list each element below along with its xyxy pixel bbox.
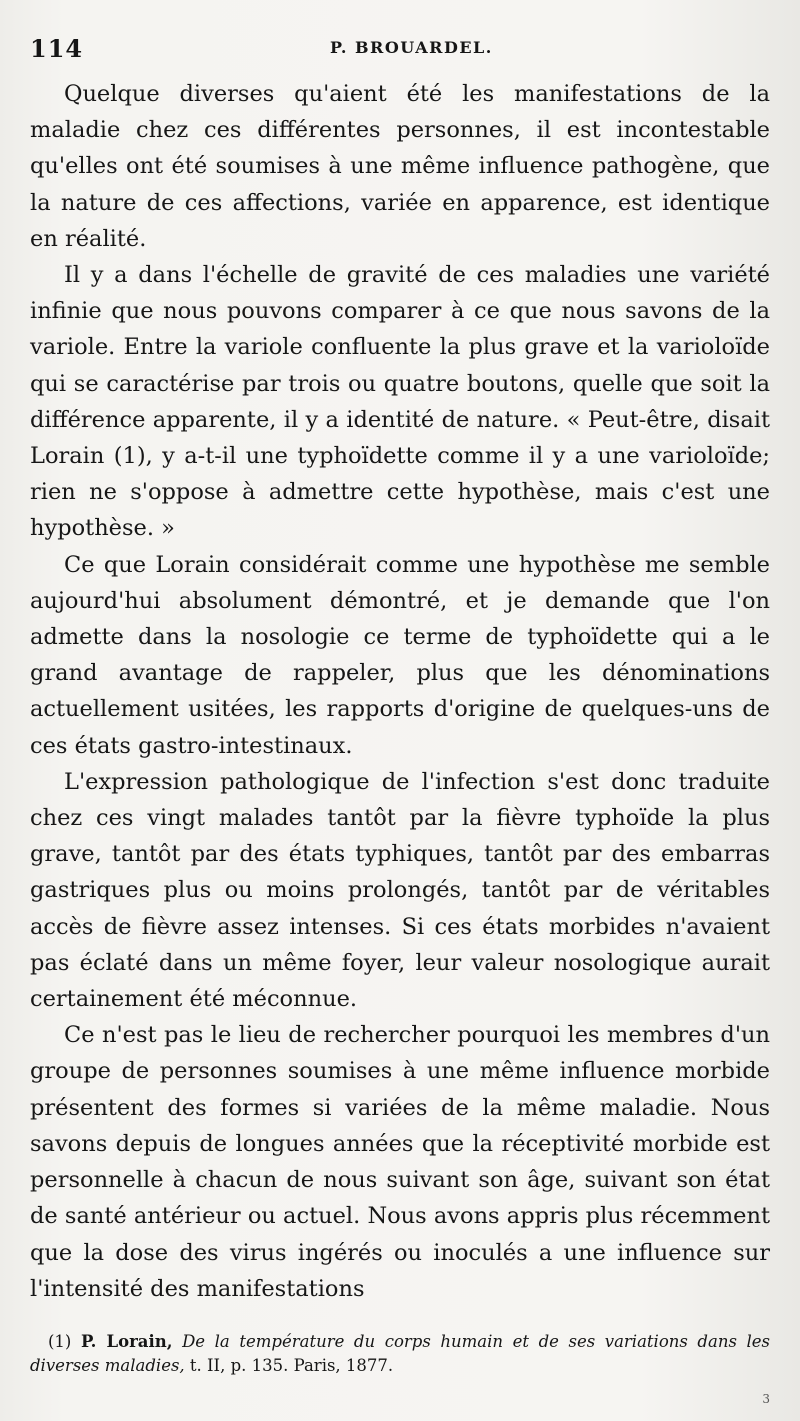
paragraph-3: Ce que Lorain considérait comme une hypothèse me semble aujourd'hui absolument démontré, et je demande que l'on admette dans la nosologie ce terme de typhoïdette qui a le grand avantage de rappeler, plus que les dénominations actuellement usitées, les rapports d'origine de quelques-uns de ces états gastro-intestinaux. xyxy=(30,551,770,759)
running-head: P. BROUARDEL. xyxy=(330,38,493,57)
paragraph-2: Il y a dans l'échelle de gravité de ces maladies une variété infinie que nous pouvons comparer à ce que nous savons de la variole. Entre la variole confluente la plus grave et la varioloïde qui se caractérise par trois ou quatre boutons, quelle que soit la différence apparente, il y a identité de nature. « Peut-être, disait Lorain (1), y a-t-il une typhoïdette comme il y a une varioloïde; rien ne s'oppose à admettre cette hypothèse, mais c'est une hypothèse. » xyxy=(30,262,770,542)
footnote-author: P. Lorain, xyxy=(80,1332,173,1351)
page-header xyxy=(30,34,770,64)
footnote-title: De la température du corps humain et de ses variations dans les diverses maladies, xyxy=(30,1332,771,1375)
footnote-details: t. II, p. 135. Paris, 1877. xyxy=(189,1356,394,1375)
paragraph-5: Ce n'est pas le lieu de rechercher pourquoi les membres d'un groupe de personnes soumises à une même influence morbide présentent des formes si variées de la même maladie. Nous savons depuis de longues années que la réceptivité morbide est personnelle à chacun de nous suivant son âge, suivant son état de santé antérieur ou actuel. Nous avons appris plus récemment que la dose des virus ingérés ou inoculés a une influence sur l'intensité des manifestations xyxy=(30,1022,770,1302)
paragraph-1: Quelque diverses qu'aient été les manifestations de la maladie chez ces différentes personnes, il est incontestable qu'elles ont été soumises à une même influence pathogène, que la nature de ces affections, variée en apparence, est identique en réalité. xyxy=(30,81,770,252)
page-number: 114 xyxy=(30,34,84,63)
body-text xyxy=(30,76,770,1307)
corner-mark: 3 xyxy=(762,1392,770,1406)
footnote-marker: (1) xyxy=(48,1332,72,1351)
paragraph-4: L'expression pathologique de l'infection s'est donc traduite chez ces vingt malades tantôt par la fièvre typhoïde la plus grave, tantôt par des états typhiques, tantôt par des embarras gastriques plus ou moins prolongés, tantôt par de véritables accès de fièvre assez intenses. Si ces états morbides n'avaient pas éclaté dans un même foyer, leur valeur nosologique aurait certainement été méconnue. xyxy=(30,768,770,1013)
footnote xyxy=(30,1330,770,1378)
